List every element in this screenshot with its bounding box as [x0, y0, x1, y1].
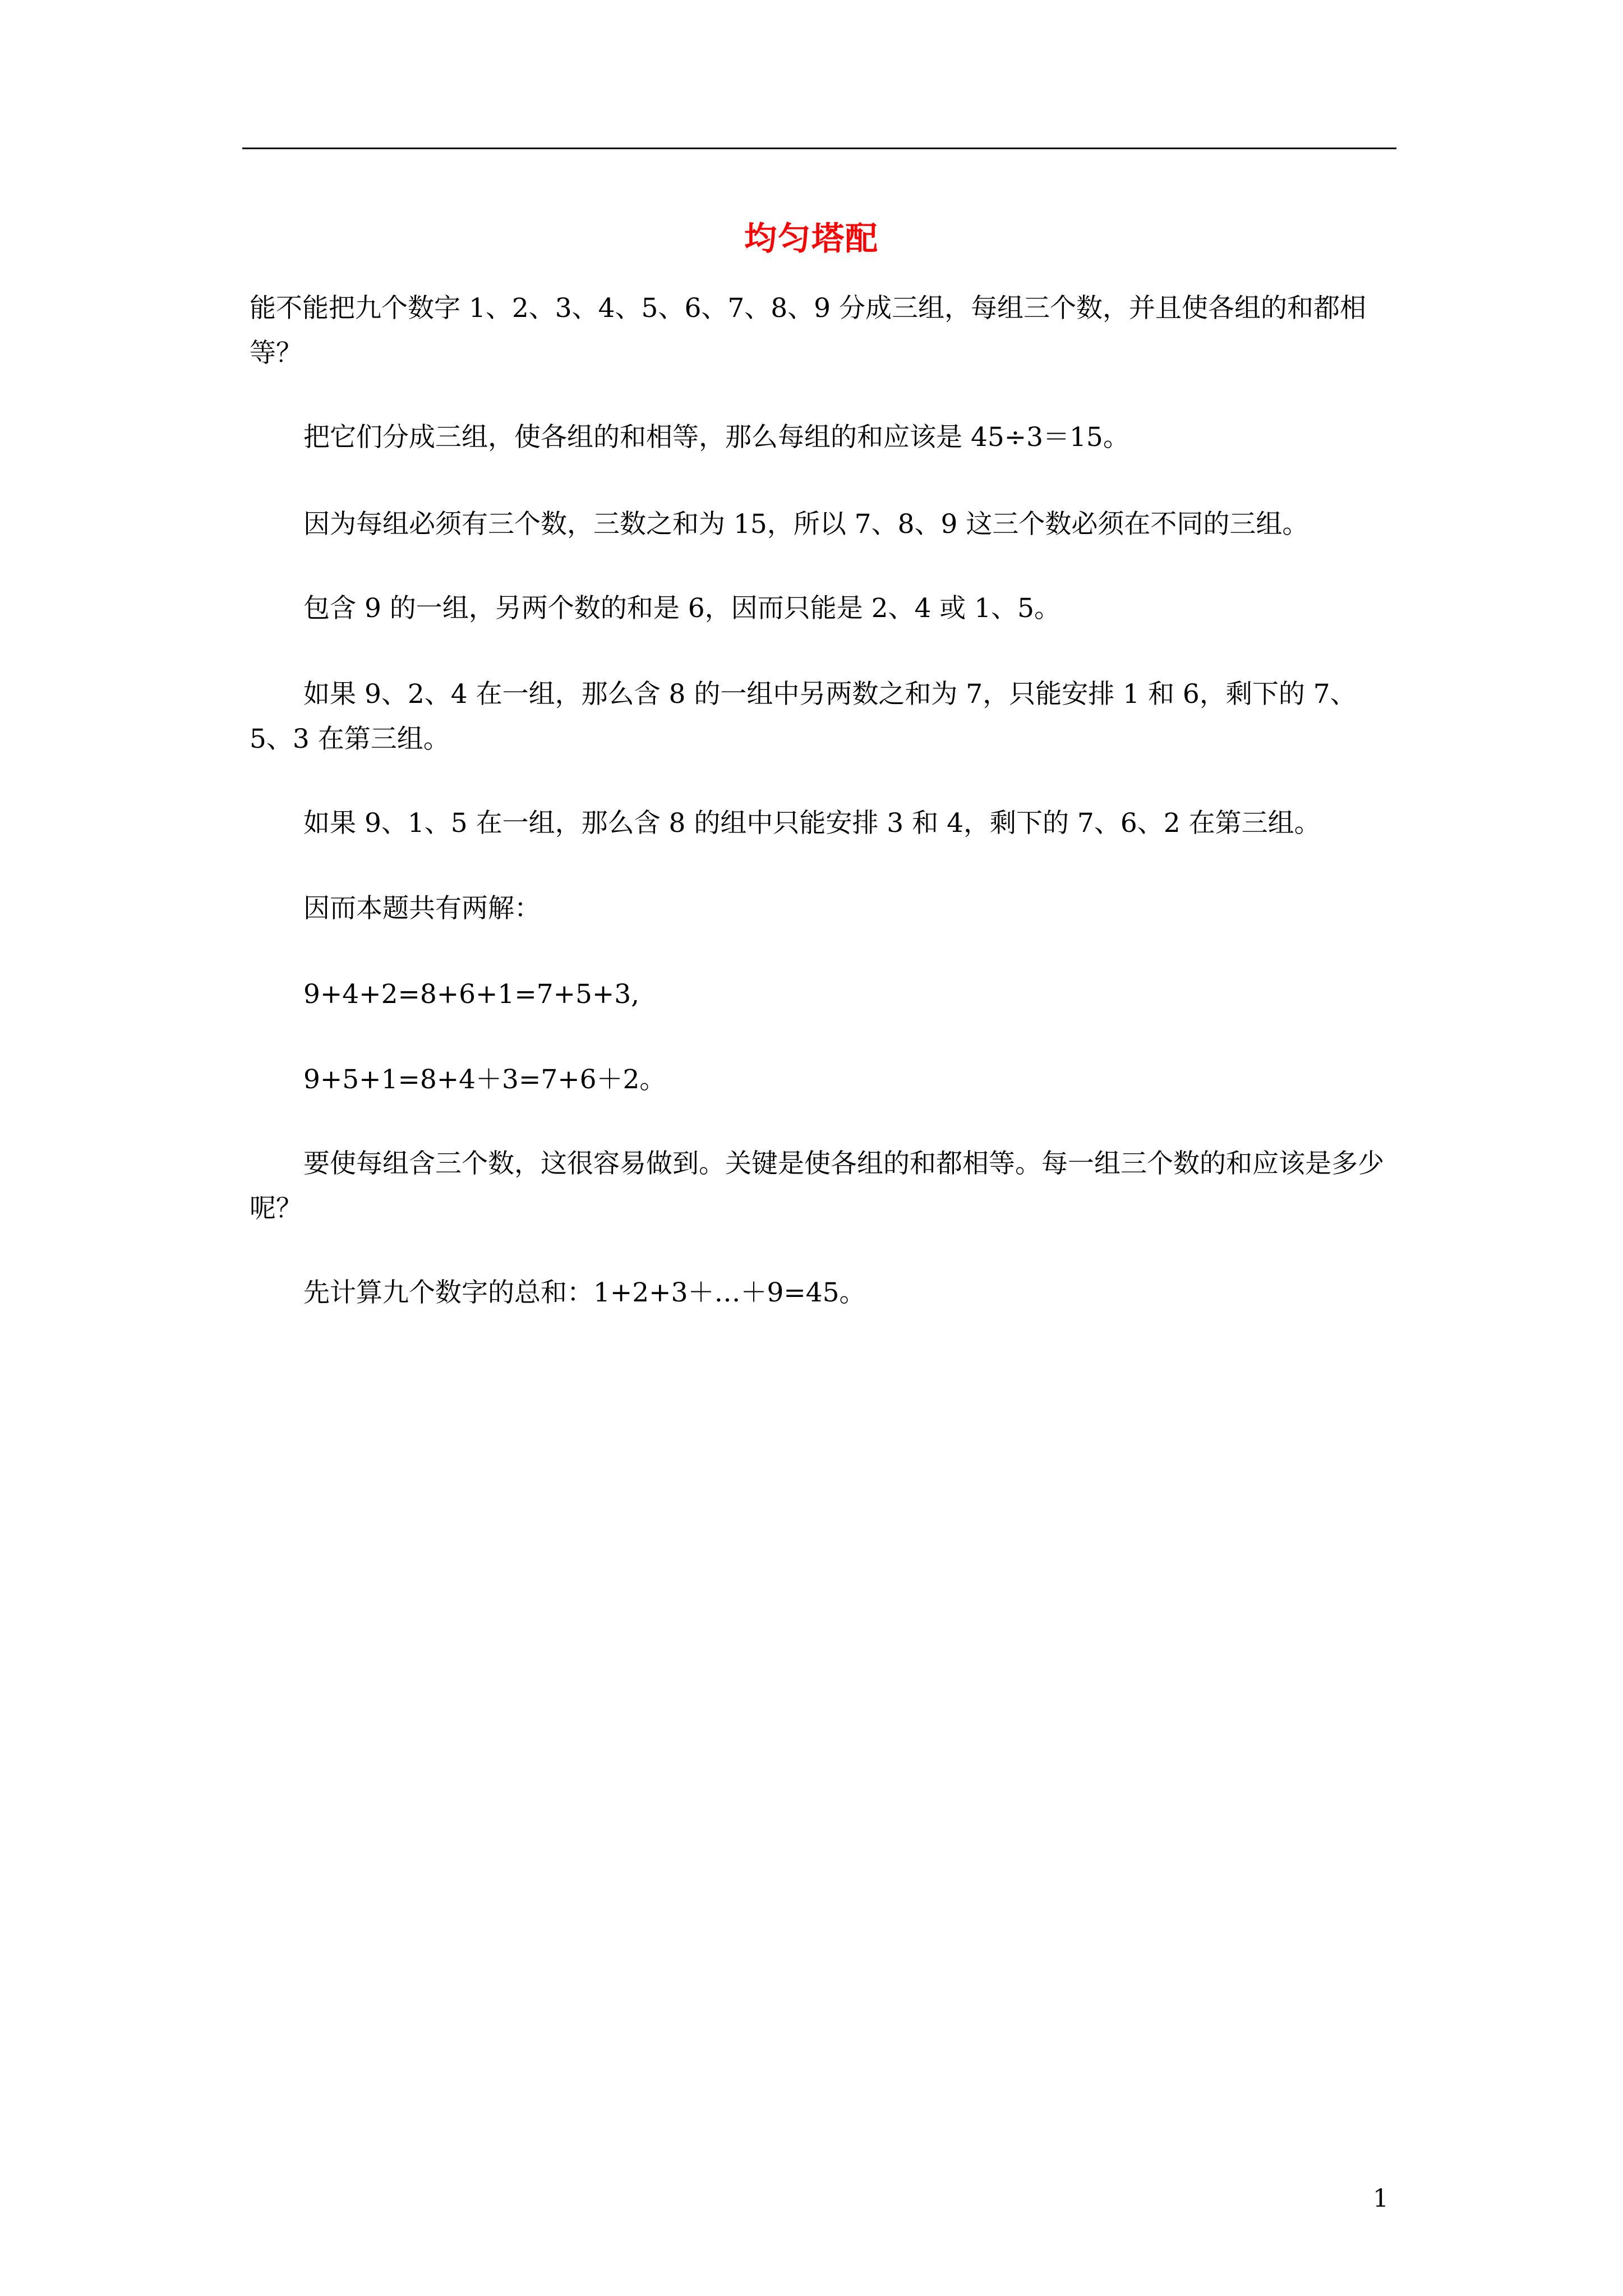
paragraph-key-point: 要使每组含三个数，这很容易做到。关键是使各组的和都相等。每一组三个数的和应该是多少呢？ [250, 1148, 1384, 1224]
equation-solution-one: 9+4+2=8+6+1=7+5+3, [303, 979, 640, 1010]
paragraph-question: 能不能把九个数字 1、2、3、4、5、6、7、8、9 分成三组，每组三个数，并且使各组的和都相等？ [250, 293, 1367, 369]
paragraph-separate-groups: 因为每组必须有三个数，三数之和为 15，所以 7、8、9 这三个数必须在不同的三组。 [303, 509, 1309, 540]
paragraph-two-solutions: 因而本题共有两解： [303, 893, 541, 924]
page-number: 1 [1373, 2184, 1389, 2213]
equation-solution-two: 9+5+1=8+4＋3=7+6＋2。 [303, 1064, 666, 1095]
header-rule [242, 148, 1396, 149]
paragraph-case-one: 如果 9、2、4 在一组，那么含 8 的一组中另两数之和为 7，只能安排 1 和 6，剩下的 7、5、3 在第三组。 [250, 679, 1357, 754]
paragraph-total-sum: 先计算九个数字的总和：1+2+3＋…＋9=45。 [303, 1277, 866, 1308]
paragraph-group-with-nine: 包含 9 的一组，另两个数的和是 6，因而只能是 2、4 或 1、5。 [303, 593, 1061, 624]
paragraph-group-sum: 把它们分成三组，使各组的和相等，那么每组的和应该是 45÷3＝15。 [303, 422, 1129, 453]
paragraph-case-two: 如果 9、1、5 在一组，那么含 8 的组中只能安排 3 和 4，剩下的 7、6、2 在第三组。 [303, 808, 1321, 839]
document-title: 均匀塔配 [744, 219, 879, 257]
